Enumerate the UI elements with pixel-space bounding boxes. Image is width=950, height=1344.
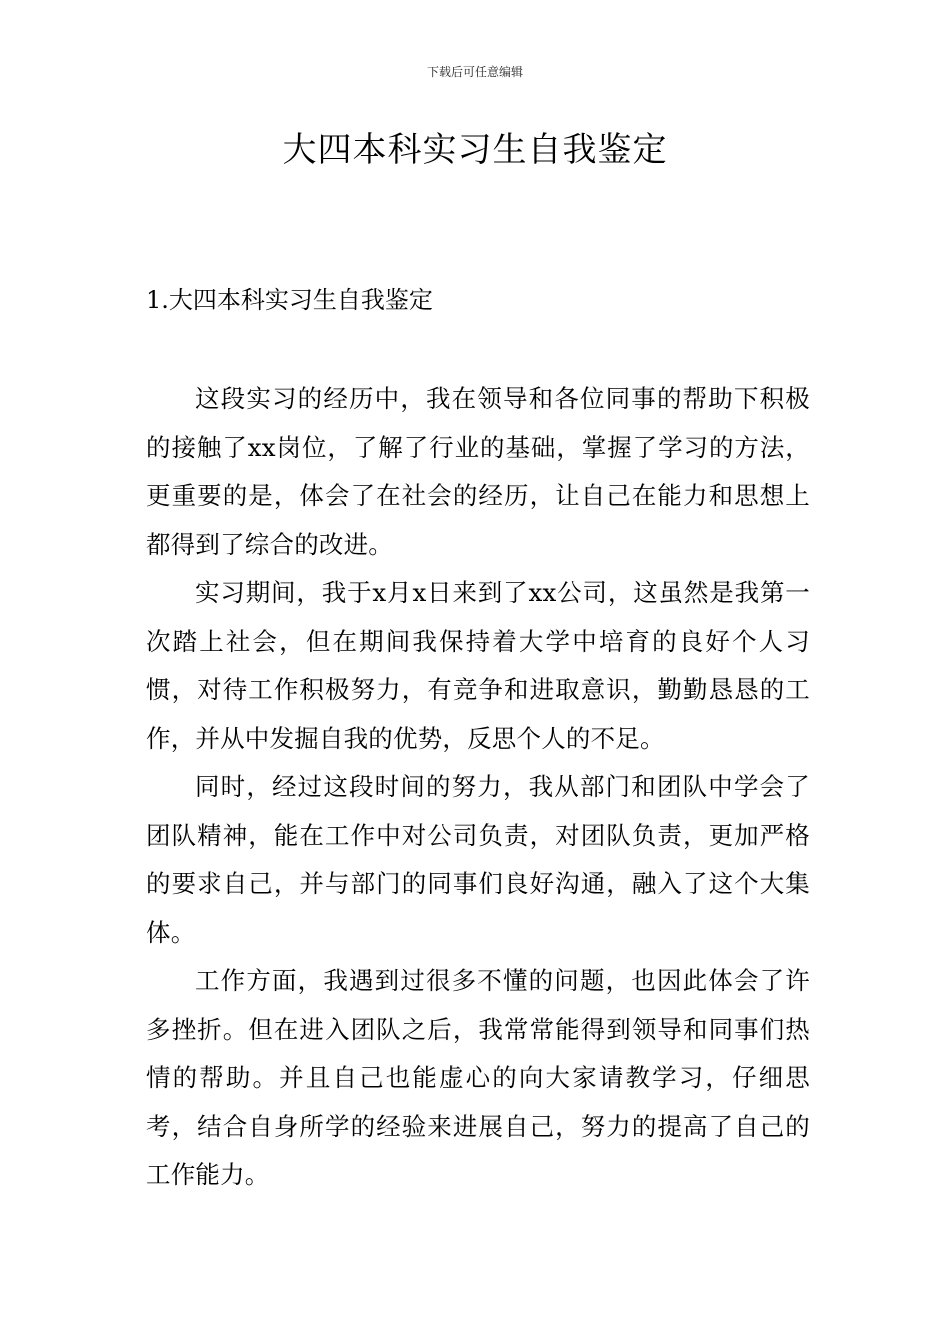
paragraph-3: 同时，经过这段时间的努力，我从部门和团队中学会了团队精神，能在工作中对公司负责，对团队负责，更加严格的要求自己，并与部门的同事们良好沟通，融入了这个大集体。	[146, 772, 810, 947]
section-heading: 1.大四本科实习生自我鉴定	[146, 286, 433, 314]
paragraph-1: 这段实习的经历中，我在领导和各位同事的帮助下积极的接触了xx岗位，了解了行业的基础，掌握了学习的方法，更重要的是，体会了在社会的经历，让自己在能力和思想上都得到了综合的改进。	[146, 384, 810, 559]
document-body	[146, 375, 810, 1200]
header-note: 下载后可任意编辑	[426, 65, 523, 79]
paragraph-4: 工作方面，我遇到过很多不懂的问题，也因此体会了许多挫折。但在进入团队之后，我常常能得到领导和同事们热情的帮助。并且自己也能虚心的向大家请教学习，仔细思考，结合自身所学的经验来进展自己，努力的提高了自己的工作能力。	[146, 966, 810, 1189]
document-title: 大四本科实习生自我鉴定	[282, 130, 668, 170]
paragraph-2: 实习期间，我于x月x日来到了xx公司，这虽然是我第一次踏上社会，但在期间我保持着大学中培育的良好个人习惯，对待工作积极努力，有竞争和进取意识，勤勤恳恳的工作，并从中发掘自我的优势，反思个人的不足。	[146, 578, 810, 753]
